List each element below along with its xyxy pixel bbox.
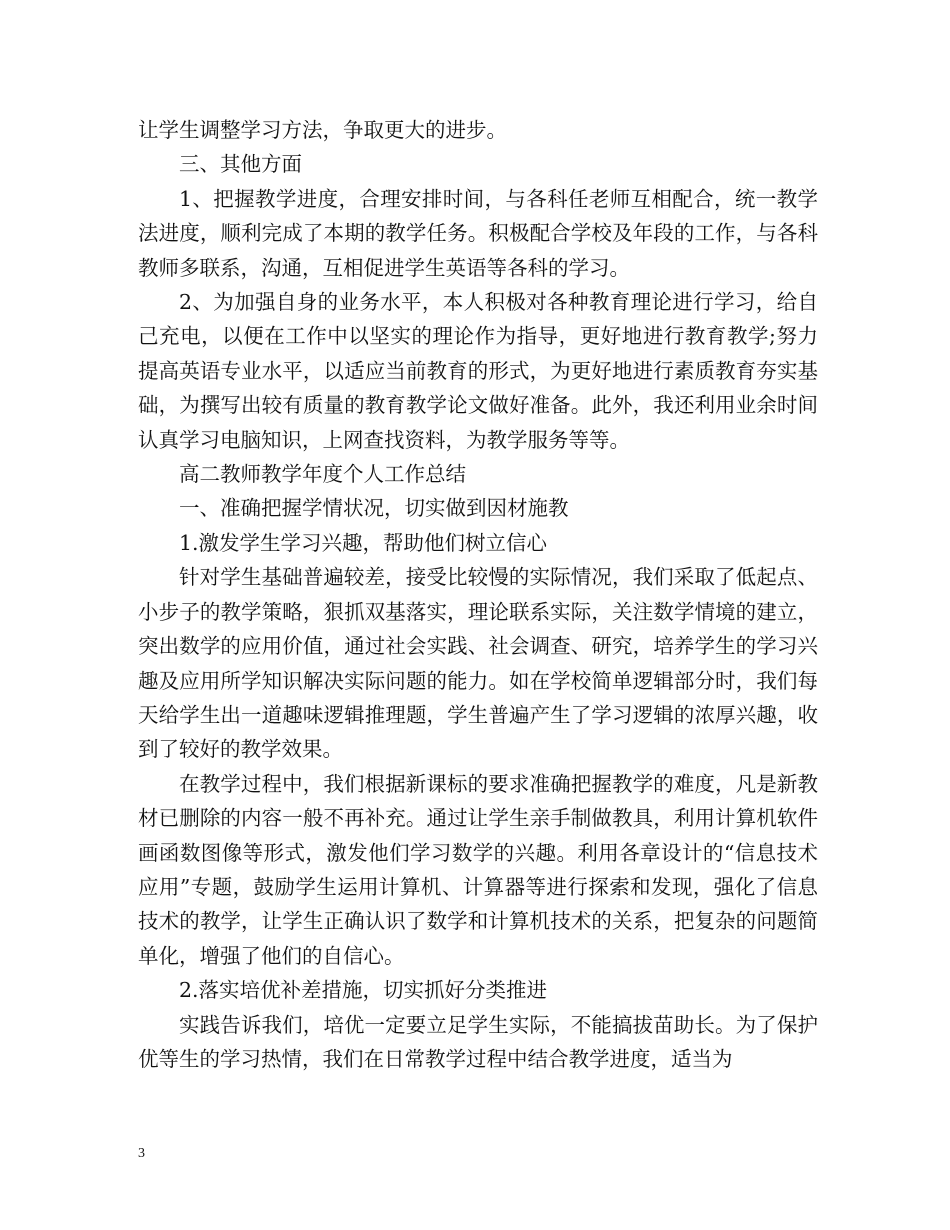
subsection-heading-1: 1.激发学生学习兴趣，帮助他们树立信心 [179,530,548,555]
paragraph-3: 1、把握教学进度，合理安排时间，与各科任老师互相配合，统一教学法进度，顺利完成了本期的教学任务。积极配合学校及年段的工作，与各科教师多联系，沟通，互相促进学生英语等各科的学习。 [138,186,818,280]
paragraph-11: 实践告诉我们，培优一定要立足学生实际，不能搞拔苗助长。为了保护优等生的学习热情，我们在日常教学过程中结合教学进度，适当为 [138,1012,818,1071]
paragraph-4: 2、为加强自身的业务水平，本人积极对各种教育理论进行学习，给自己充电，以便在工作中以坚实的理论作为指导，更好地进行教育教学;努力提高英语专业水平，以适应当前教育的形式，为更好地进行素质教育夯实基础，为撰写出较有质量的教育教学论文做好准备。此外，我还利用业余时间认真学习电脑知识，上网查找资料，为教学服务等等。 [138,290,818,452]
section-heading-other-aspects: 三、其他方面 [179,152,302,177]
paragraph-8: 针对学生基础普遍较差，接受比较慢的实际情况，我们采取了低起点、小步子的教学策略，狠抓双基落实，理论联系实际，关注数学情境的建立，突出数学的应用价值，通过社会实践、社会调查、研究，培养学生的学习兴趣及应用所学知识解决实际问题的能力。如在学校简单逻辑部分时，我们每天给学生出一道趣味逻辑推理题，学生普遍产生了学习逻辑的浓厚兴趣，收到了较好的教学效果。 [138,565,818,762]
document-subtitle: 高二教师教学年度个人工作总结 [179,462,466,487]
subsection-heading-2: 2.落实培优补差措施，切实抓好分类推进 [179,978,548,1003]
page-number: 3 [138,1146,145,1161]
section-heading-1: 一、准确把握学情状况，切实做到因材施教 [179,496,569,521]
paragraph-9: 在教学过程中，我们根据新课标的要求准确把握教学的难度，凡是新教材已删除的内容一般不再补充。通过让学生亲手制做教具，利用计算机软件画函数图像等形式，激发他们学习数学的兴趣。利用各章设计的“信息技术应用”专题，鼓励学生运用计算机、计算器等进行探索和发现，强化了信息技术的教学，让学生正确认识了数学和计算机技术的关系，把复杂的问题简单化，增强了他们的自信心。 [138,771,818,968]
paragraph-1: 让学生调整学习方法，争取更大的进步。 [138,118,507,142]
document-body [138,113,818,1076]
